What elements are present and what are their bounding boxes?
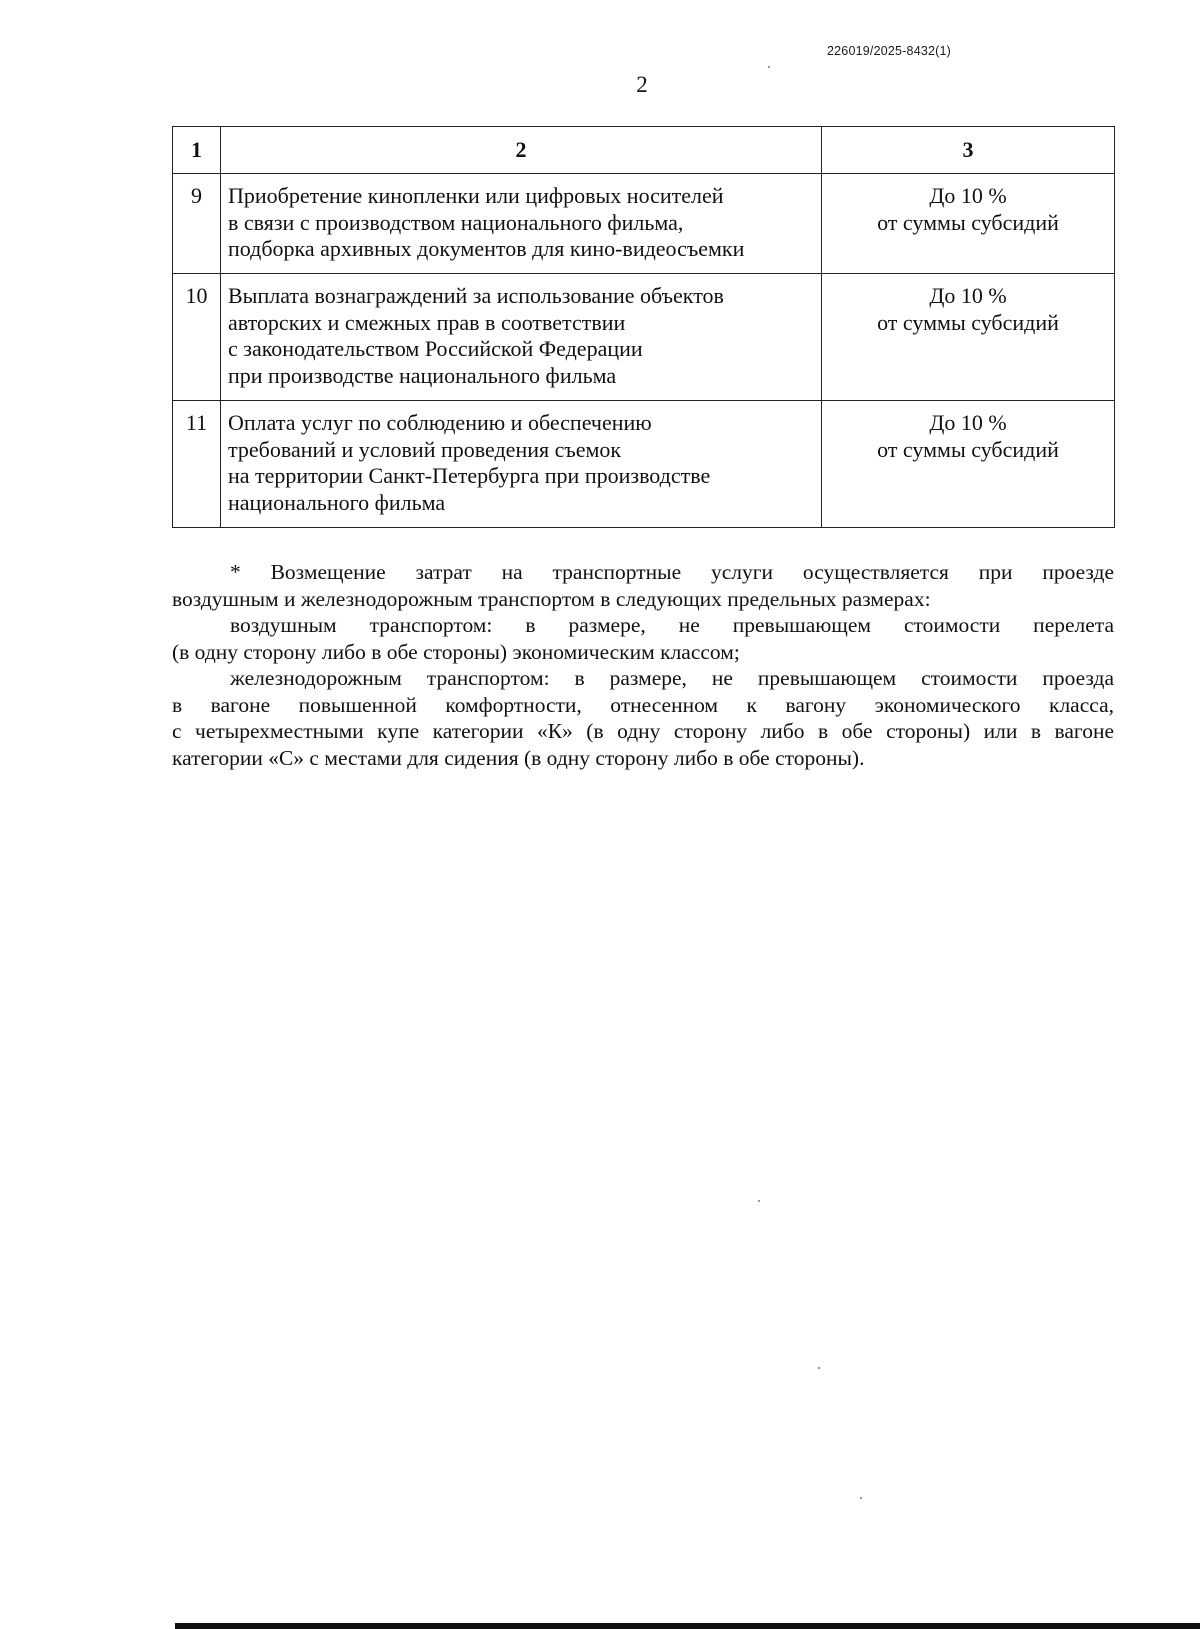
footnote-line: в вагоне повышенной комфортности, отнесенном к вагону экономического класса, [172,692,1114,717]
row-description [221,274,822,401]
description-line: Оплата услуг по соблюдению и обеспечению [228,410,652,435]
scan-speck [860,1497,862,1499]
footnote-line: категории «С» с местами для сидения (в одну сторону либо в обе стороны). [172,745,865,770]
footnote-line: * Возмещение затрат на транспортные услуги осуществляется при проезде [230,560,1114,584]
row-description [221,401,822,528]
value-line: До 10 % [929,410,1007,435]
description-line: требований и условий проведения съемок [228,436,622,462]
description-line: национального фильма [228,489,446,515]
table-row [173,401,1115,528]
value-line: от суммы субсидий [877,209,1059,235]
footnote-line: с четырехместными купе категории «К» (в одну сторону либо в обе стороны) или в вагоне [172,719,1114,743]
row-number: 9 [173,174,221,274]
row-number: 10 [173,274,221,401]
column-header: 2 [221,127,822,174]
row-value [822,274,1115,401]
table-row [173,274,1115,401]
footnote-line: воздушным и железнодорожным транспортом в следующих предельных размерах: [172,586,931,611]
row-value [822,174,1115,274]
value-line: До 10 % [929,183,1007,208]
footnote-line: воздушным транспортом: в размере, не превышающем стоимости перелета [230,613,1114,637]
table-row [173,174,1115,274]
description-line: при производстве национального фильма [228,362,617,388]
description-line: на территории Санкт-Петербурга при производстве [228,463,711,488]
row-number: 11 [173,401,221,528]
column-header: 3 [822,127,1115,174]
scan-bottom-edge [175,1623,1200,1629]
page-number: 2 [636,72,648,97]
footnote-line: железнодорожным транспортом: в размере, не превышающем стоимости проезда [230,666,1114,690]
footnote-paragraph [172,612,1114,665]
value-line: от суммы субсидий [877,436,1059,462]
cost-items-table [172,126,1115,528]
column-header: 1 [173,127,221,174]
footnote-line: (в одну сторону либо в обе стороны) экономическим классом; [172,639,740,664]
scan-speck [758,1200,760,1202]
table-header-row [173,127,1115,174]
document-registration-number: 226019/2025-8432(1) [827,44,952,58]
description-line: Выплата вознаграждений за использование объектов [228,283,724,308]
value-line: от суммы субсидий [877,309,1059,335]
description-line: авторских и смежных прав в соответствии [228,309,626,335]
row-description [221,174,822,274]
description-line: Приобретение кинопленки или цифровых носителей [228,183,724,208]
transport-footnote [172,559,1114,771]
footnote-paragraph [172,665,1114,771]
row-value [822,401,1115,528]
value-line: До 10 % [929,283,1007,308]
description-line: в связи с производством национального фильма, [228,209,684,235]
scan-speck [768,66,770,68]
description-line: подборка архивных документов для кино-видеосъемки [228,236,745,261]
footnote-paragraph [172,559,1114,612]
description-line: с законодательством Российской Федерации [228,336,643,361]
scan-speck [818,1367,820,1369]
